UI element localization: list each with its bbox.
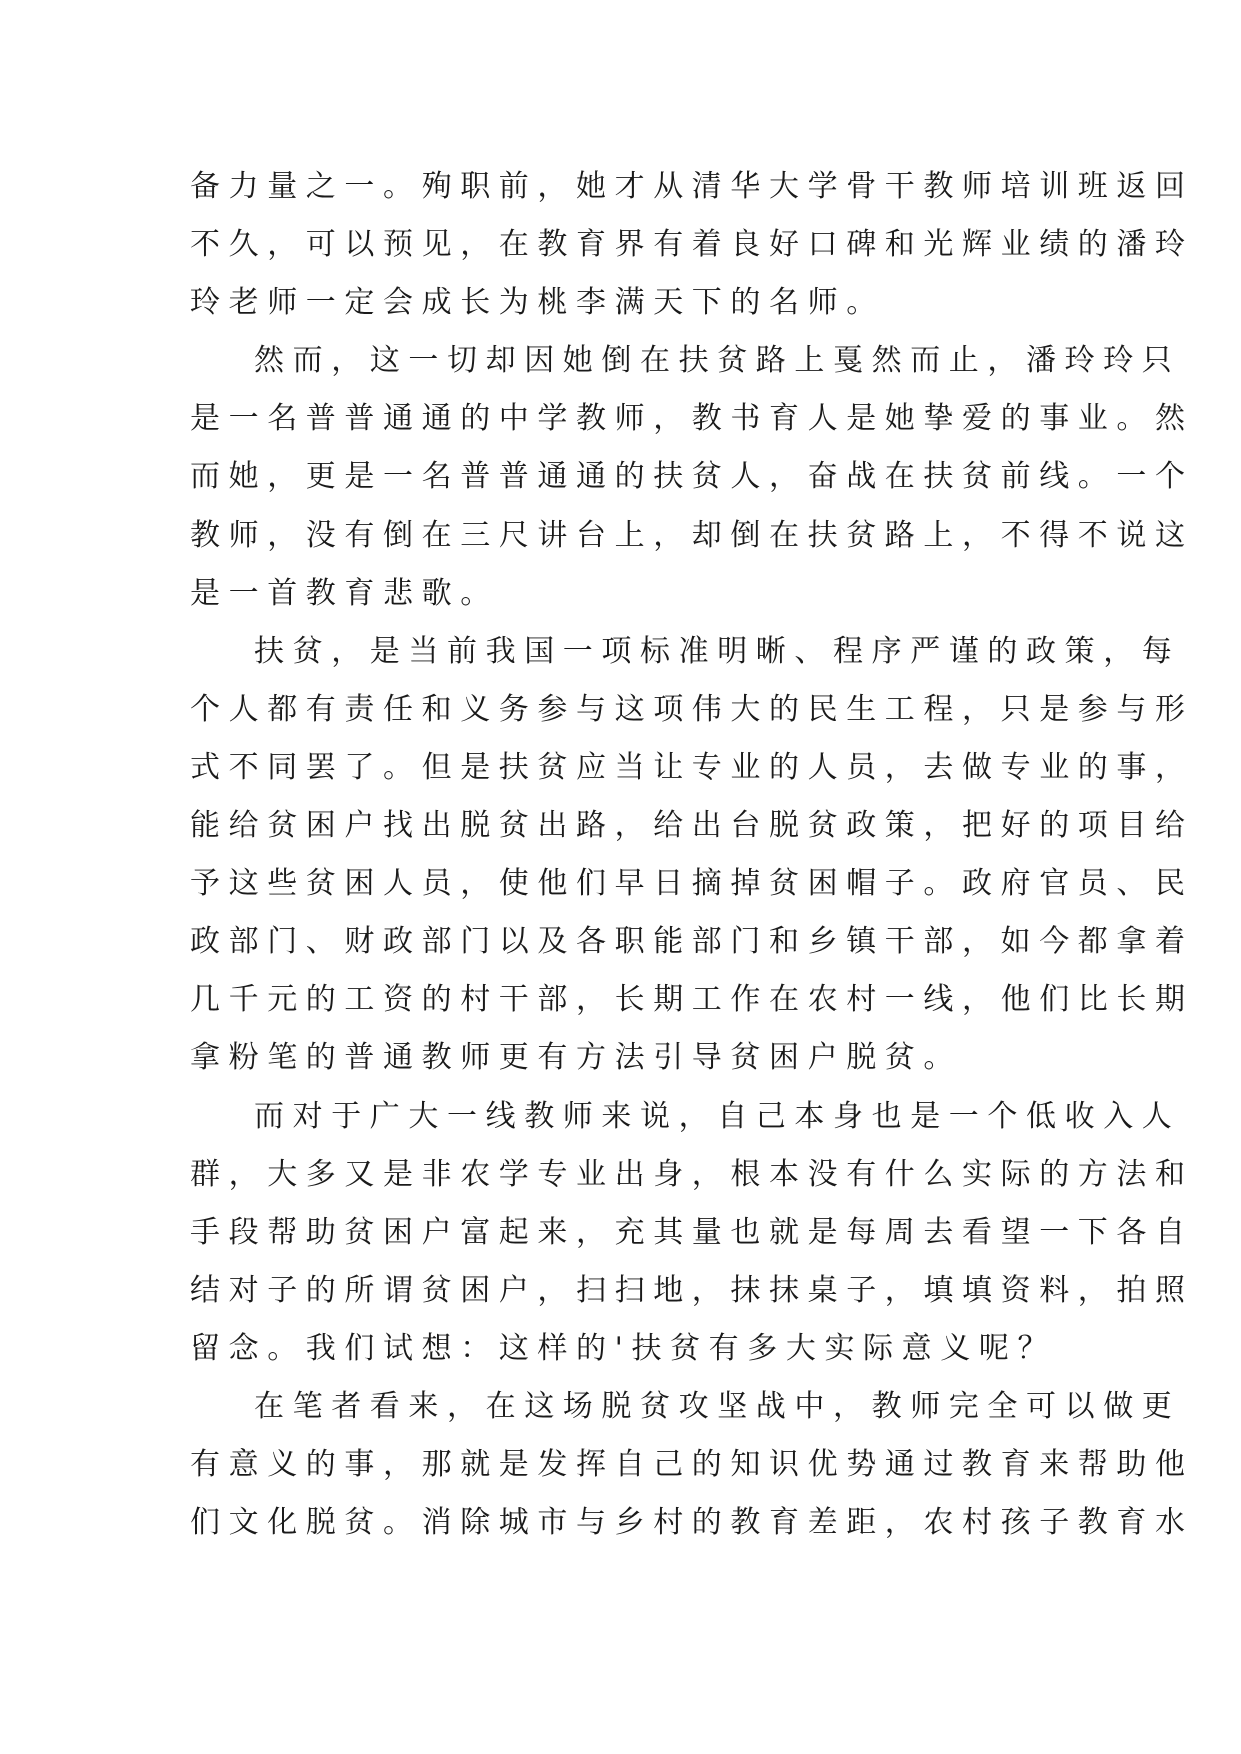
paragraph-first-line: 扶贫，是当前我国一项标准明晰、程序严谨的政策，每	[254, 633, 1181, 669]
paragraph-first-line: 然而，这一切却因她倒在扶贫路上戛然而止，潘玲玲只	[254, 343, 1181, 379]
text-line: 是一名普普通通的中学教师，教书育人是她挚爱的事业。然	[190, 401, 1194, 437]
text-line: 不久，可以预见，在教育界有着良好口碑和光辉业绩的潘玲	[190, 227, 1194, 263]
text-line: 予这些贫困人员，使他们早日摘掉贫困帽子。政府官员、民	[190, 866, 1194, 902]
text-line: 几千元的工资的村干部，长期工作在农村一线，他们比长期	[190, 982, 1194, 1018]
text-line: 政部门、财政部门以及各职能部门和乡镇干部，如今都拿着	[190, 924, 1194, 960]
text-line: 有意义的事，那就是发挥自己的知识优势通过教育来帮助他	[190, 1447, 1194, 1483]
paragraph-first-line: 而对于广大一线教师来说，自己本身也是一个低收入人	[254, 1098, 1181, 1134]
text-line: 玲老师一定会成长为桃李满天下的名师。	[190, 285, 885, 321]
text-line: 结对子的所谓贫困户，扫扫地，抹抹桌子，填填资料，拍照	[190, 1272, 1194, 1308]
text-line: 而她，更是一名普普通通的扶贫人，奋战在扶贫前线。一个	[190, 459, 1194, 495]
body-text	[190, 158, 1194, 1552]
text-line: 群，大多又是非农学专业出身，根本没有什么实际的方法和	[190, 1156, 1194, 1192]
text-line: 拿粉笔的普通教师更有方法引导贫困户脱贫。	[190, 1040, 962, 1076]
text-line: 手段帮助贫困户富起来，充其量也就是每周去看望一下各自	[190, 1214, 1194, 1250]
text-line: 们文化脱贫。消除城市与乡村的教育差距，农村孩子教育水	[190, 1505, 1194, 1541]
text-line: 是一首教育悲歌。	[190, 575, 499, 611]
text-line: 备力量之一。殉职前，她才从清华大学骨干教师培训班返回	[190, 169, 1194, 204]
text-line: 能给贫困户找出脱贫出路，给出台脱贫政策，把好的项目给	[190, 808, 1194, 844]
text-line: 留念。我们试想：这样的'扶贫有多大实际意义呢？	[190, 1330, 1057, 1366]
paragraph-first-line: 在笔者看来，在这场脱贫攻坚战中，教师完全可以做更	[254, 1388, 1181, 1424]
text-line: 式不同罢了。但是扶贫应当让专业的人员，去做专业的事，	[190, 749, 1194, 785]
text-line: 个人都有责任和义务参与这项伟大的民生工程，只是参与形	[190, 691, 1194, 727]
text-line: 教师，没有倒在三尺讲台上，却倒在扶贫路上，不得不说这	[190, 517, 1194, 553]
